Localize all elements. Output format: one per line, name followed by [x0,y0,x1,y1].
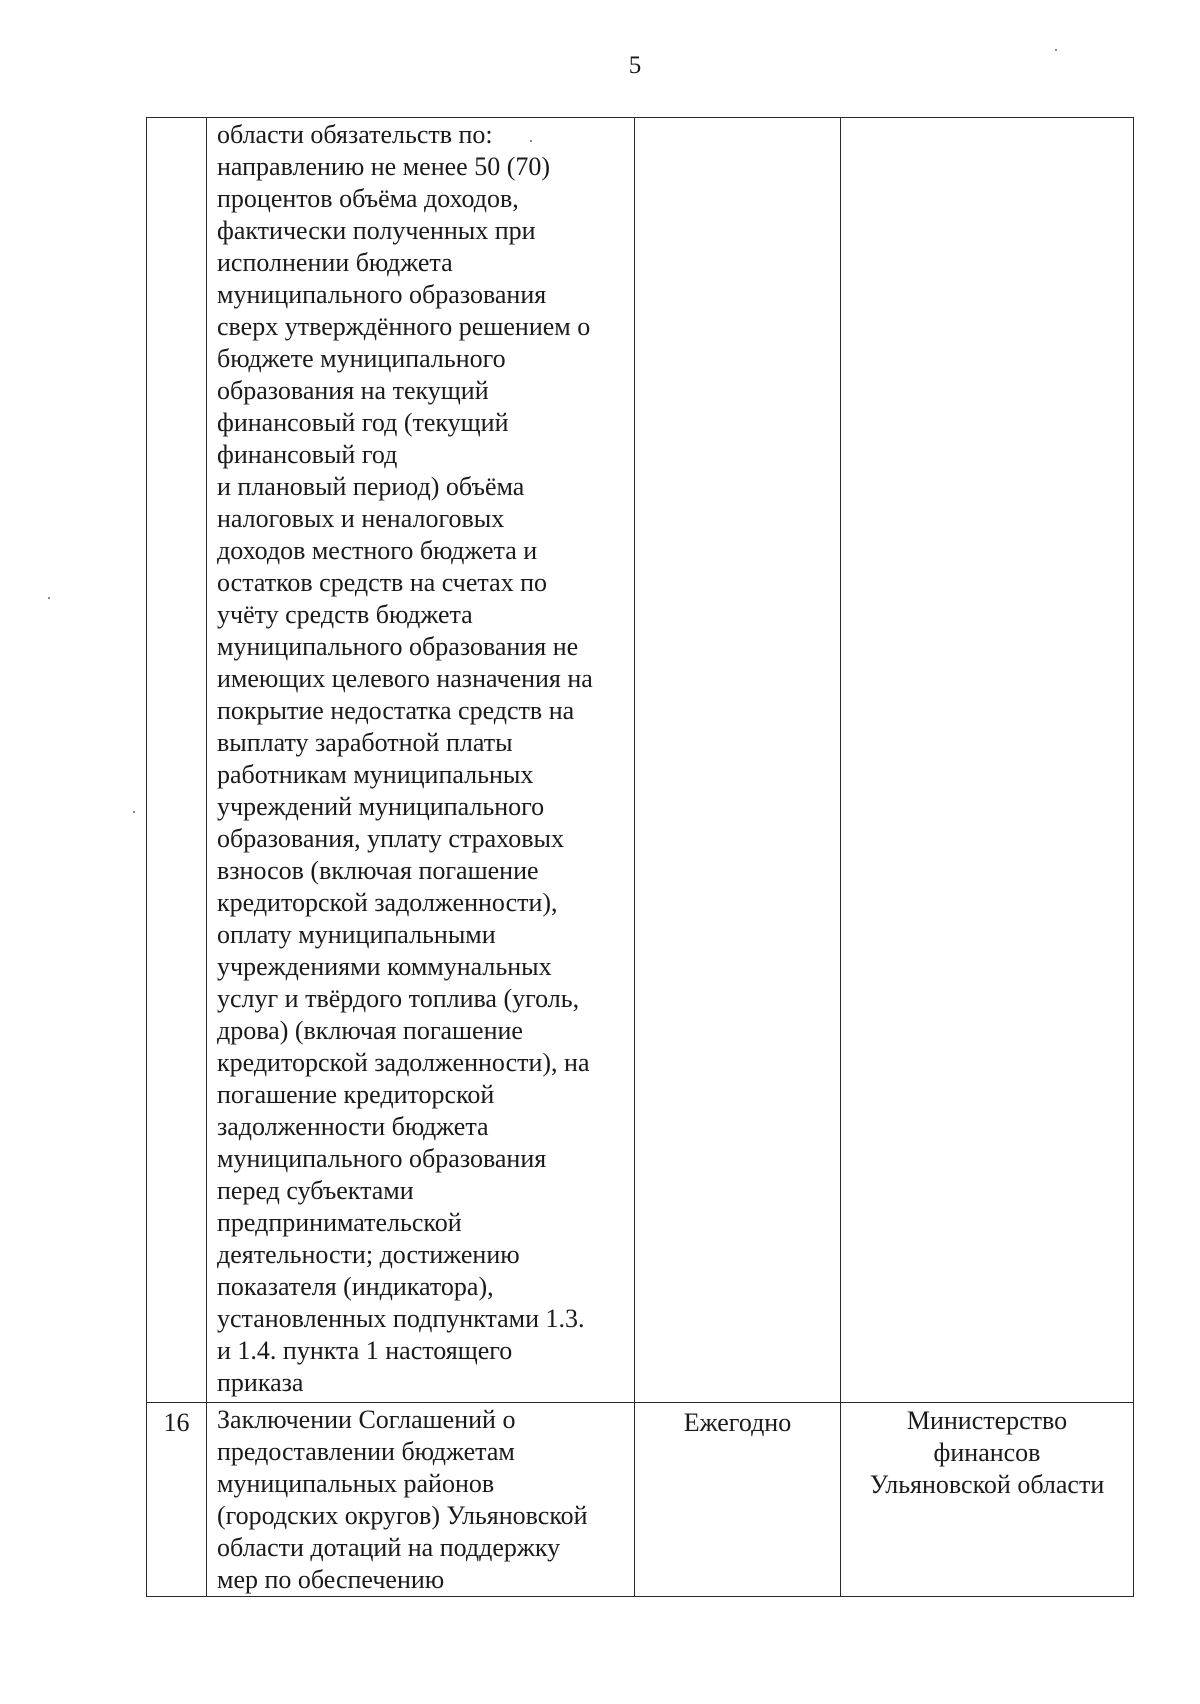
table-row [147,1403,1134,1597]
description-line: и плановый период) объёма [217,472,525,501]
description-line: предоставлении бюджетам [217,1437,515,1466]
description-line: процентов объёма доходов, [217,184,519,213]
description-line: мер по обеспечению [217,1565,445,1594]
description-line: учёту средств бюджета [217,600,473,629]
responsible-line: Министерство [906,1406,1068,1435]
scan-speck [1055,49,1057,51]
responsible-cell [841,118,1134,1403]
description-line: налоговых и неналоговых [217,504,505,533]
description-line: учреждений муниципального [217,792,545,821]
description-line: (городских округов) Ульяновской [217,1501,588,1530]
responsible-line: финансов [933,1438,1041,1467]
description-line: покрытие недостатка средств на [217,696,575,725]
responsible-line: Ульяновской области [869,1470,1105,1499]
description-line: финансовый год [217,440,398,469]
scan-speck [530,140,532,142]
description-line: финансовый год (текущий [217,408,509,437]
description-line: остатков средств на счетах по [217,568,548,597]
measures-table [146,117,1134,1597]
table-body [147,118,1134,1597]
description-line: доходов местного бюджета и [217,536,538,565]
description-line: кредиторской задолженности), на [217,1048,590,1077]
description-line: муниципального образования не [217,632,579,661]
description-line: области обязательств по: [217,120,493,149]
description-cell [207,118,635,1403]
description-line: области дотаций на поддержку [217,1533,561,1562]
description-line: учреждениями коммунальных [217,952,552,981]
description-line: задолженности бюджета [217,1112,489,1141]
description-line: кредиторской задолженности), [217,888,558,917]
description-line: дрова) (включая погашение [217,1016,523,1045]
term-cell [635,118,841,1403]
description-line: фактически полученных при [217,216,536,245]
description-line: Заключении Соглашений о [217,1405,516,1434]
description-line: деятельности; достижению [217,1240,520,1269]
description-line: взносов (включая погашение [217,856,539,885]
description-line: муниципальных районов [217,1469,495,1498]
description-line: установленных подпунктами 1.3. [217,1304,585,1333]
description-line: бюджете муниципального [217,344,506,373]
description-line: выплату заработной платы [217,728,513,757]
table-row [147,118,1134,1403]
responsible-cell [841,1403,1134,1597]
scan-speck [48,597,50,599]
description-line: и 1.4. пункта 1 настоящего [217,1336,513,1365]
description-line: погашение кредиторской [217,1080,495,1109]
row-number-cell [147,118,207,1403]
description-line: предпринимательской [217,1208,462,1237]
term-cell: Ежегодно [635,1403,841,1597]
description-line: муниципального образования [217,1144,547,1173]
description-line: услуг и твёрдого топлива (уголь, [217,984,580,1013]
description-line: муниципального образования [217,280,547,309]
page-number: 5 [628,52,642,79]
description-line: направлению не менее 50 (70) [217,152,551,181]
description-line: показателя (индикатора), [217,1272,494,1301]
scan-speck [133,811,135,813]
description-line: образования, уплату страховых [217,824,564,853]
row-number-cell: 16 [147,1403,207,1597]
description-line: перед субъектами [217,1176,414,1205]
description-line: сверх утверждённого решением о [217,312,591,341]
description-line: имеющих целевого назначения на [217,664,593,693]
description-cell [207,1403,635,1597]
description-line: приказа [217,1368,304,1397]
description-line: работникам муниципальных [217,760,534,789]
description-line: оплату муниципальными [217,920,496,949]
description-line: образования на текущий [217,376,489,405]
description-line: исполнении бюджета [217,248,453,277]
